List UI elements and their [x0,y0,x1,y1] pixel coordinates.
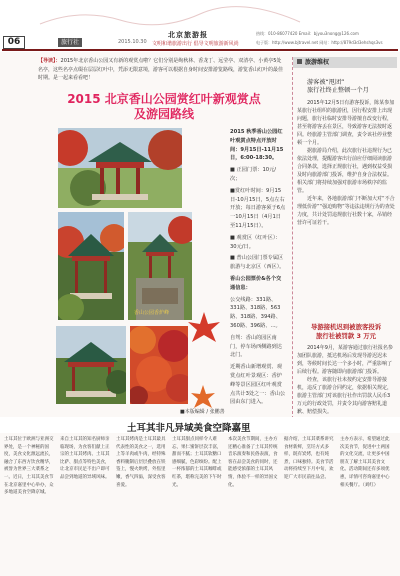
story2-body [297,344,395,416]
food-col-6: 据介绍，土耳其菜系讲究食材新鲜，烹饪方式多样，既有炭烤，也有炖煮，口味独特。美食节活动将持续至下月中旬，欢迎广大市民前往品尝。 [284,437,334,480]
intro-paragraph [38,57,283,83]
story2-p1: 2014年9月，某游客通过旅行社报名参加团队旅游，抵达机场后发现导游迟迟未到，等候时间长达一个多小时，严重影响了后续行程。游客随即向旅游部门投诉。 [297,345,393,375]
square-icon [297,59,302,64]
article-p6: 香山公园票价&各个交通信息： [230,275,282,291]
sidebar-header-label: 旅游维权 [305,59,330,66]
header-rule [2,49,398,51]
food-title: 土耳其非凡异域美食空降嘉里 [127,423,251,434]
food-col-4: 土耳其甜点同样令人难忘，果仁蜜饼层次丰富，甜而不腻；土耳其软糖口感细腻，色彩缤纷。配上一杯浓郁的土耳其咖啡或红茶，堪称完美的下午时光。 [172,437,222,488]
photo-collage [56,128,226,405]
story2-title-line1: 导游接机迟到被旅客投诉 [310,323,382,331]
story1-p2: 据旅游局介绍，此次旅行社违规行为已依法处理，提醒游客出行前应仔细阅读旅游合同条款，选择正规旅行社，遇到权益受损及时向旅游部门投诉，维护自身合法权益。相关部门将持续加强对旅游市场秩序的监管。 [297,148,393,194]
photo-red-leaves [130,326,188,404]
main-title [58,92,270,122]
sidebar-rights [292,57,396,419]
story1-body [297,99,395,227]
article-p2: ■ 正园门票：10元/次； [230,167,277,182]
photo-pavilion-4 [56,326,126,404]
main-title-line1: 2015 北京香山公园赏红叶新观赏点 [67,92,261,106]
section-tag: 旅行社 [58,38,82,47]
story2-p2: 经查，该旅行社未按约定安排导游接机，违反了旅游合同约定，依据相关规定，旅游主管部门对该旅行社作出罚款人民币3万元的行政处罚，并责令其向游客赔礼道歉、赔偿损失。 [297,377,393,415]
food-col-2: 来自土耳其的知名厨师亲临现场，为食客们献上正宗的土耳其烤肉、土耳其比萨、甜点等特色美食，让北京市民足不出户即可品尝到地道的异域风味。 [60,437,110,480]
food-col-1: 土耳其位于欧洲与亚洲交界处，是一个神秘的国度，美食文化源远流长，融合了东西方饮食精华，被誉为世界三大菜系之一。近日，土耳其美食节在北京嘉里中心举办，众多地道美食空降京城。 [4,437,54,496]
masthead [0,0,400,52]
contact-line-1: 热线：010-86077420 Email：bjyou3nong@126.com [256,31,359,36]
article-p5: ■ 普山公园门票专属区旅游与北京区（西区）。 [230,255,285,271]
story2-title-line2: 旅行社被罚款 3 万元 [315,332,377,340]
photo-pavilion-1 [58,128,182,208]
story1-p1: 2015年12月5日有游客投诉，陈某参加某旅行社组织的旅游团，因行程安排上出现问题，旅行社临时安排导游擅自改变行程，甚至将游客丢在景区，导致游客无法按时返回。经旅游主管部门调查，责令该社停业整顿一个月。 [297,100,395,146]
story1-title-line1: 游客被“甩团” [307,79,345,86]
article-p9: 近期香山新增观赏、观赏点红叶景观区：香炉峰等景区园区红叶观赏点共计3处之一：香山公园由东门进入。 [230,364,286,406]
paper-subtitle: 文明和谐旅游出行 倡导文明旅游新风尚 [152,41,239,47]
main-title-line2: 及游园路线 [133,107,194,121]
article-sidecolumn [230,128,286,410]
article-p4: ■ 观赏区（红叶区）：30元/日。 [230,234,281,250]
story1-p3: 近年来，各地旅游部门不断加大对“不合理低价游”“强迫购物”等违法违规行为的查处力度，共计处罚违规旅行社数十家，吊销经营许可证若干。 [297,196,395,226]
sidebar-header [293,57,397,68]
article-p7: 公交线路：331路、331路、318路、563路、318路、394路、360路、396路、...。 [230,296,281,329]
intro-text: 2015年北京香山公园又有新的观赏点啦？它们分别是绚秋林、香龙丁、远莹亭、双清亭、小黄亭5处名亭，这些名亭点缀在层层红叶中，凭添无限意境，游客可以根据自身时间安排游览路线，游览香山红叶的最佳时期。是一起来看看吧！ [38,58,284,82]
food-col-3: 土耳其烤肉是土耳其最具代表性的美食之一，选用上等羊肉或牛肉，经特殊香料腌制后层层叠放在铁签上，慢火烘烤，外焦里嫩，香气四溢，深受食客喜爱。 [116,437,166,488]
leaf-decoration [184,308,224,348]
story2-title [297,323,395,341]
photo-overlay-text: 香山公园香炉峰 [134,310,170,316]
paper-name: 北京旅游报 [168,30,208,39]
food-columns [4,436,396,573]
story1-title-line2: 旅行社终止整顿一个月 [307,87,369,94]
story1-title [307,79,393,95]
page-number: 06 [3,36,25,49]
food-col-7: 主办方表示，希望通过此次美食节，促进中土两国的文化交流，让更多中国朋友了解土耳其美食文化。活动期间还有多项优惠，详情可咨询嘉里中心相关餐厅。（刘红） [340,437,390,488]
article-p8: 自驾：香山的园区南门，停车场西侧路到达北门。 [230,334,282,359]
intro-label: 【导读】： [38,58,61,64]
article-p3: ■赏红叶时间：9月15日-10月15日，5点左右开放；每日游客须于6点一10月15日（4月1日至11月15日）。 [230,187,286,229]
photo-pavilion-2 [58,212,124,320]
issue-date: 2015.10.30 [118,39,147,45]
photo-pavilion-3 [128,212,192,320]
photo-caption: ■本版编辑 / 张鹏善 [180,409,225,415]
food-col-5: 本次美食节期间，主办方还精心准备了土耳其传统音乐演奏和民俗表演，食客在品尝美食的同时，还能感受浓郁的土耳其风情，体验不一样的异国文化。 [228,437,278,488]
contact-line-2: 电子版：http://www.bjtravel.net 网站：http://879d3d3ehshqs3vs [256,40,383,45]
masthead-art [0,0,400,30]
article-p1: 2015 秋季香山公园红叶观赏点特点开放时间：9月15日-11月15日，6:00-18:30。 [230,129,284,162]
